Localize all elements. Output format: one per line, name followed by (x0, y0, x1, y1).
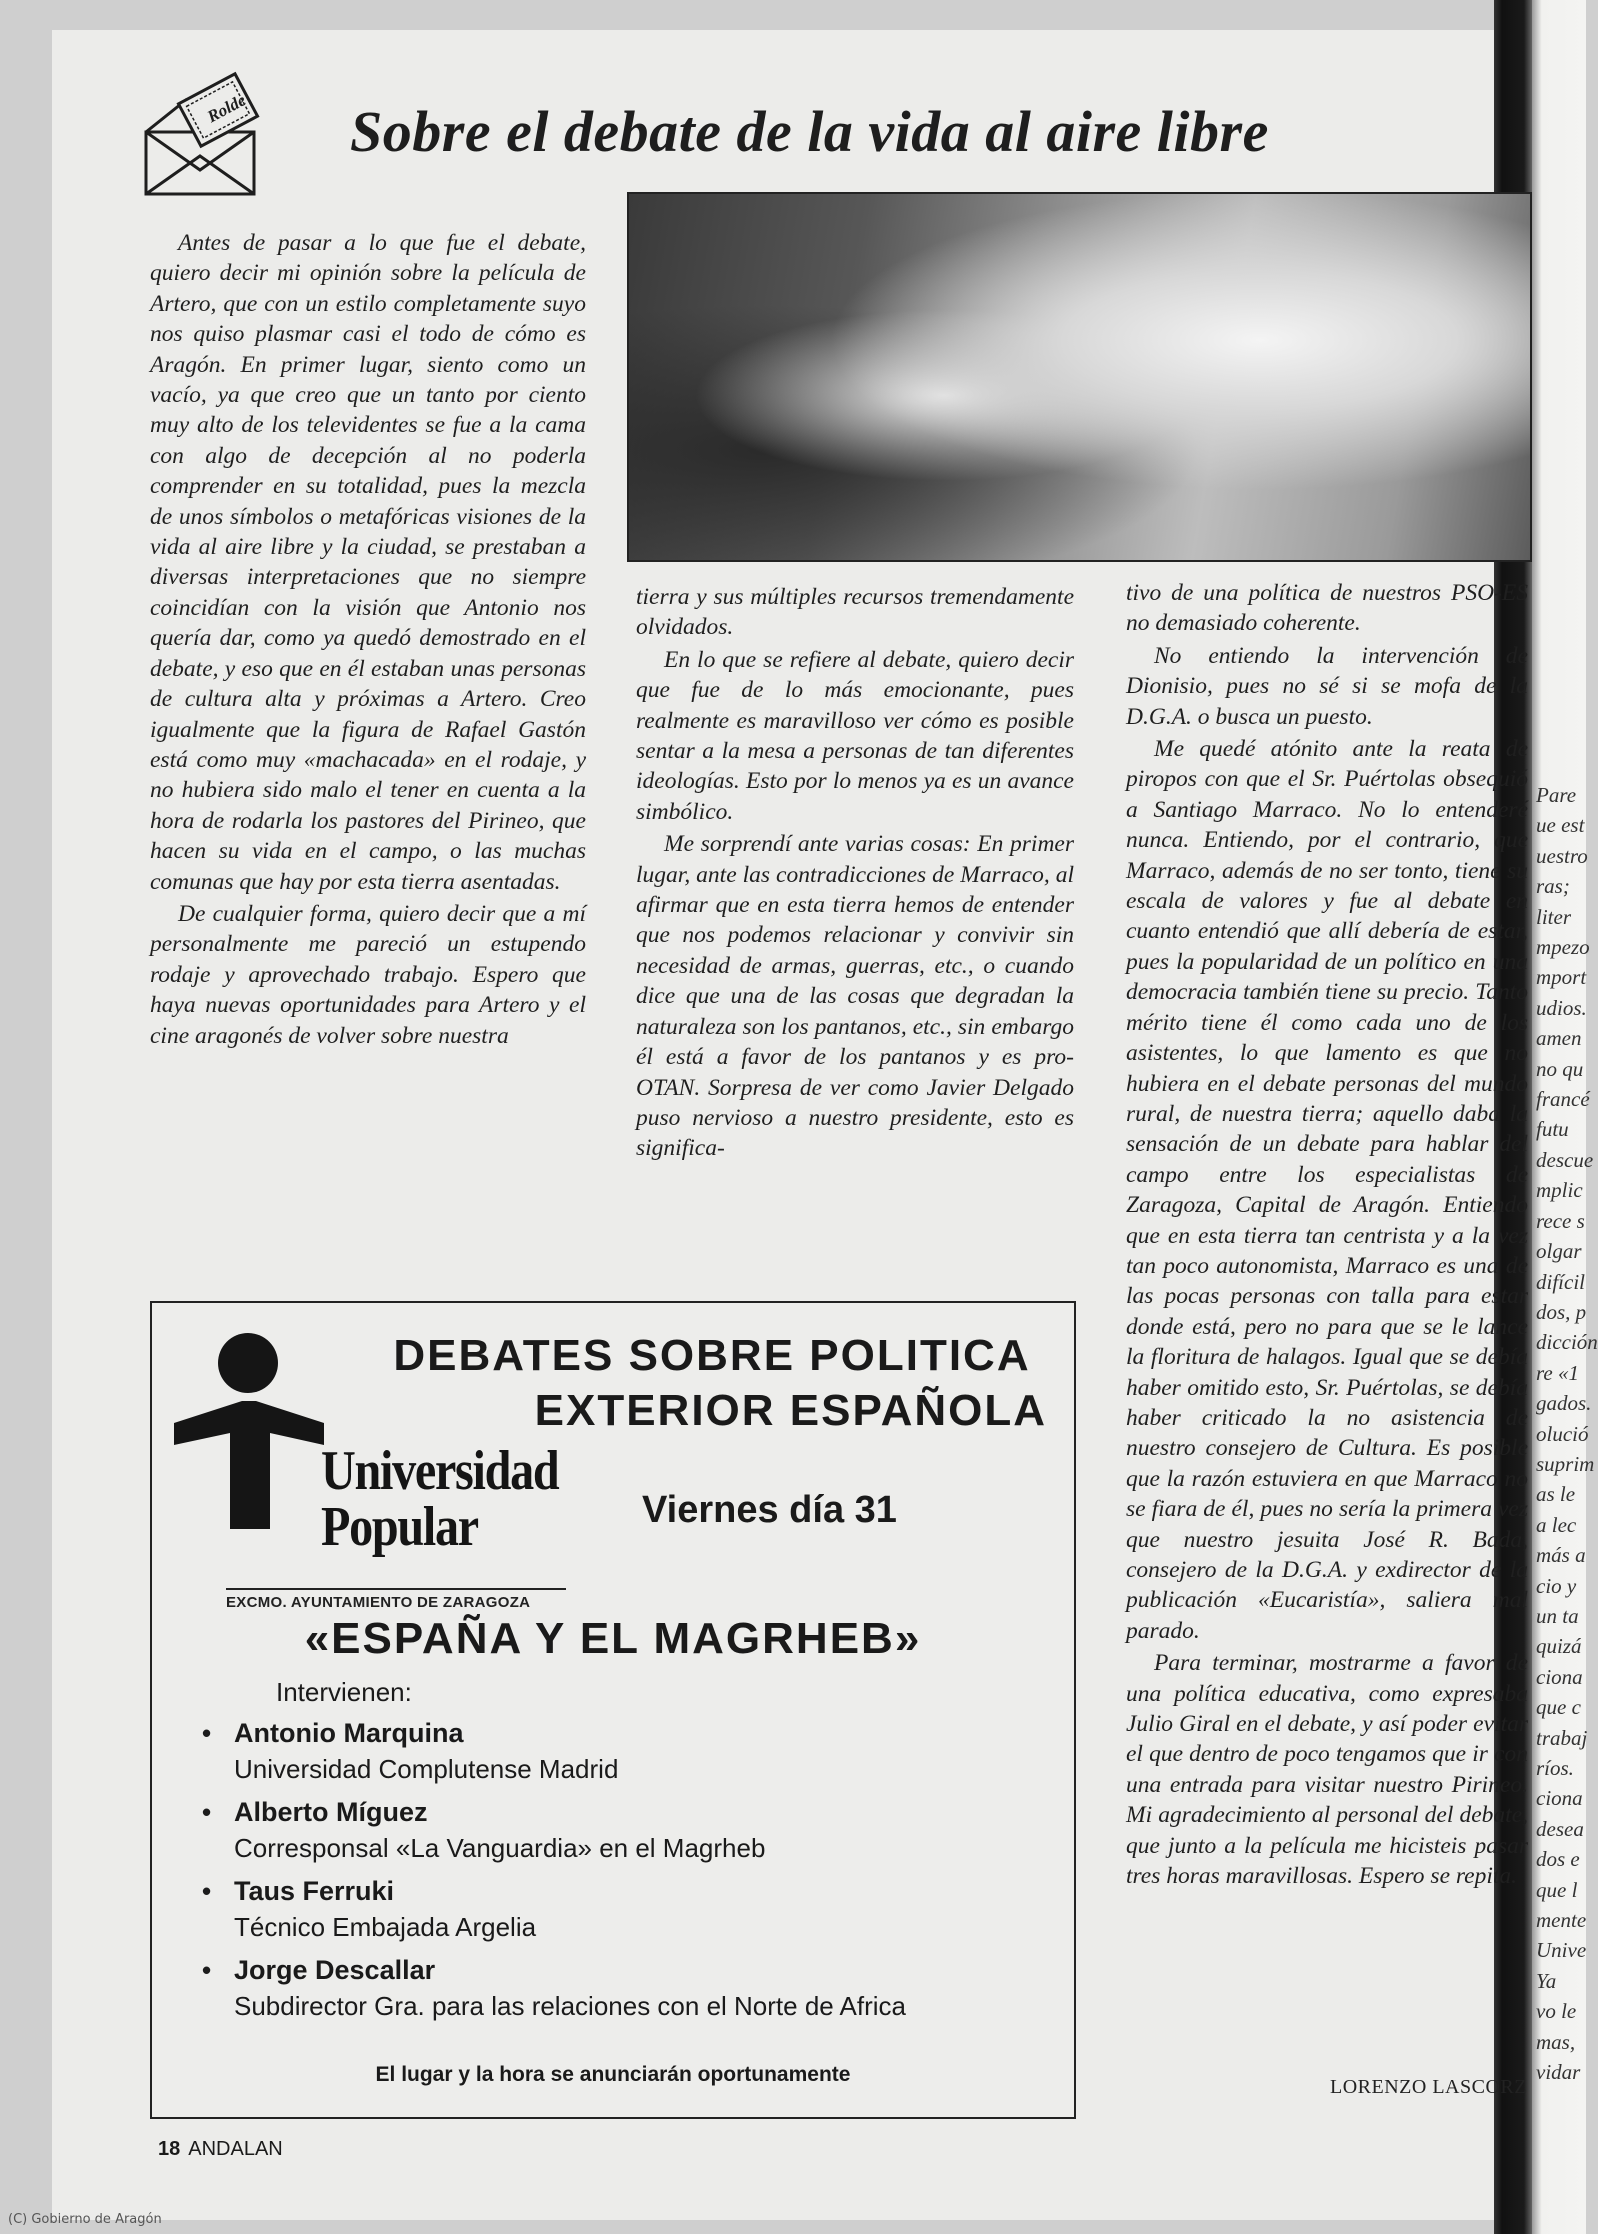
article-paragraph: No entiendo la intervención de Dionisio, pues no sé si se mofa de la D.G.A. o busca un puesto. (1126, 642, 1528, 730)
next-page-fragment: dicción (1536, 1330, 1598, 1355)
next-page-fragment: que l (1536, 1877, 1578, 1902)
next-page-fragment: Pare (1536, 783, 1577, 807)
waterfall-photo (627, 192, 1532, 562)
speaker-name: Antonio Marquina (234, 1718, 464, 1748)
next-page-fragment: ue est (1536, 813, 1585, 838)
speaker-role: Corresponsal «La Vanguardia» en el Magrheb (234, 1833, 766, 1863)
next-page-fragment: descue (1536, 1147, 1594, 1172)
next-page-fragment: olució (1536, 1421, 1589, 1446)
next-page-fragment: gados. (1536, 1391, 1592, 1416)
page-folio (158, 2138, 283, 2161)
article-paragraph: Para terminar, mostrarme a favor de una política educativa, como expresaba Julio Giral en el debate, y así poder evitar el que dentro de poco tengamos que ir con una entrada para visitar nuestro Pirineo. Mi agradecimiento al personal del debate, que junto a la película me hicisteis pasar tres horas maravillosas. Espero se repita. (1126, 1650, 1528, 1890)
next-page-fragment: desea (1536, 1816, 1584, 1841)
next-page-fragment: más a (1536, 1543, 1586, 1568)
article-paragraph: tierra y sus múltiples recursos tremendamente olvidados. (636, 584, 1074, 641)
speaker-name: Taus Ferruki (234, 1876, 395, 1906)
article-paragraph: En lo que se refiere al debate, quiero decir que fue de lo más emocionante, pues realmente es maravilloso ver cómo es posible sentar a la mesa a personas de tan diferentes ideologías. Esto por lo menos ya es un avance simbólico. (636, 646, 1074, 825)
bullet-icon: • (202, 1955, 212, 1985)
publication-name: ANDALAN (188, 2138, 283, 2160)
speaker-item (202, 1794, 1062, 1866)
bullet-icon: • (202, 1797, 212, 1827)
person-logo-icon (166, 1333, 326, 1533)
next-page-fragment: amen (1536, 1026, 1582, 1051)
ad-footer-note: El lugar y la hora se anunciarán oportunamente (375, 2063, 851, 2086)
advertisement-box (150, 1301, 1076, 2119)
speaker-role: Universidad Complutense Madrid (234, 1754, 619, 1784)
next-page-fragment: udios. (1536, 995, 1587, 1020)
next-page-fragment: futu (1536, 1117, 1569, 1142)
next-page-fragment: vidar (1536, 2060, 1581, 2085)
speakers-list (202, 1715, 1062, 2031)
next-page-fragment: ciona (1536, 1786, 1583, 1811)
article-paragraph: Me quedé atónito ante la reata de piropos con que el Sr. Puértolas obsequió a Santiago Marraco. No lo entenderé nunca. Entiendo, por el contrario, que Marraco, además de no ser tonto, tiene su escala de valores y fue al debate en cuanto entendió que allí debería de estar, pues la popularidad de un político en una democracia también tiene su precio. Tanto mérito tiene él como cada uno de los asistentes, lo que lamento es que no hubiera en el debate personas del mundo rural, de nuestra tierra; aquello daba la sensación de un debate para hablar del campo entre los especialistas de Zaragoza, Capital de Aragón. Entiendo que en esta tierra tan centrista y a la vez tan poco autonomista, Marraco es una de las pocas personas con talla para estar donde está, pero no para que se le lance la floritura de halagos. Igual que se debía haber omitido esto, Sr. Puértolas, se debía haber criticado la no asistencia de nuestro consejero de Cultura. Es posible que la razón estuviera en que Marraco no se fiara de él, pues no sería la primera vez que nuestro jesuita José R. Bada, consejero de la D.G.A. y exdirector de la publicación «Eucaristía», saliera mal parado. (1126, 736, 1528, 1644)
next-page-fragment: vo le (1536, 1999, 1577, 2024)
speaker-item (202, 1715, 1062, 1787)
next-page-fragment: ríos. (1536, 1756, 1574, 1780)
article-paragraph: Antes de pasar a lo que fue el debate, quiero decir mi opinión sobre la película de Artero, que con un estilo completamente suyo nos quiso plasmar casi el todo de cómo es Aragón. En primer lugar, siento como un vacío, ya que creo que un tanto por ciento muy alto de los televidentes se fue a la cama con algo de decepción al no poderla comprender en su totalidad, pues la mezcla de unos símbolos o metafóricas visiones de la vida al aire libre y la ciudad, se prestaban a diversas interpretaciones que no siempre coincidían con la visión que Antonio nos quería dar, como ya quedó demostrado en el debate, y eso que en él estaban unas personas de cultura alta y próximas a Artero. Creo igualmente que la figura de Rafael Gastón está como muy «machacada» en el rodaje, y no hubiera sido malo el tener en cuenta a la hora de rodarla los pastores del Pirineo, que hacen su vida en el campo, o las muchas comunas que hay por esta tierra asentadas. (150, 230, 586, 895)
next-page-fragment: re «1 (1536, 1360, 1579, 1385)
copyright-notice: (C) Gobierno de Aragón (8, 2212, 162, 2227)
next-page-fragment: mpezo (1536, 935, 1590, 960)
next-page-fragment: rece s (1536, 1208, 1585, 1233)
next-page-fragment: francé (1536, 1087, 1590, 1112)
page-number: 18 (158, 2138, 181, 2160)
next-page-fragment: suprim (1536, 1451, 1595, 1476)
speakers-label: Intervienen: (276, 1677, 412, 1707)
next-page-fragment: ras; (1536, 874, 1570, 899)
org-name-line-1: Universidad (321, 1440, 559, 1502)
next-page-text-fragments (1536, 780, 1598, 2087)
speaker-name: Jorge Descallar (234, 1955, 436, 1985)
article-column-2 (636, 582, 1074, 1164)
next-page-fragment: Ya (1536, 1968, 1557, 1993)
next-page-fragment: no qu (1536, 1056, 1584, 1081)
envelope-logo-icon (140, 70, 260, 200)
next-page-fragment: uestro (1536, 843, 1588, 868)
org-name-line-2: Popular (321, 1496, 478, 1558)
next-page-fragment: mente (1536, 1908, 1587, 1933)
speaker-name: Alberto Míguez (234, 1797, 428, 1827)
envelope-stamp-text: Rolde (204, 90, 249, 127)
next-page-fragment: ciona (1536, 1664, 1583, 1689)
article-column-1 (150, 228, 586, 1051)
article-paragraph: De cualquier forma, quiero decir que a mí personalmente me pareció un estupendo rodaje y aprovechado trabajo. Espero que haya nuevas oportunidades para Artero y el cine aragonés de volver sobre nuestra (150, 900, 586, 1049)
article-signature: LORENZO LASCORZ (1330, 2076, 1527, 2098)
next-page-fragment: trabaj (1536, 1725, 1588, 1750)
next-page-fragment: liter (1536, 904, 1571, 929)
next-page-fragment: Unive (1536, 1938, 1587, 1963)
next-page-fragment: mas, (1536, 2029, 1576, 2054)
next-page-fragment: quizá (1536, 1634, 1582, 1659)
next-page-fragment: dos e (1536, 1847, 1580, 1872)
universidad-popular-logo (166, 1333, 566, 1611)
next-page-fragment: que c (1536, 1695, 1581, 1720)
next-page-fragment: un ta (1536, 1603, 1579, 1628)
article-column-3 (1126, 578, 1528, 1891)
event-topic: «ESPAÑA Y EL MAGRHEB» (304, 1614, 922, 1663)
next-page-fragment: mport (1536, 965, 1587, 990)
next-page-fragment: dos, p (1536, 1299, 1587, 1324)
speaker-role: Técnico Embajada Argelia (234, 1912, 537, 1942)
next-page-fragment: mplic (1536, 1178, 1583, 1203)
next-page-fragment: cio y (1536, 1573, 1577, 1598)
article-paragraph: Me sorprendí ante varias cosas: En primer lugar, ante las contradicciones de Marraco, al afirmar que en esta tierra hemos de entender que nos podemos relacionar y convivir sin necesidad de armas, guerras, etc., o cuando dice que una de las cosas que degradan la naturaleza son los pantanos, etc., sin embargo él está a favor de los pantanos y es pro-OTAN. Sorpresa de ver como Javier Delgado puso nervioso a nuestro presidente, esto es significa- (636, 831, 1074, 1162)
speaker-role: Subdirector Gra. para las relaciones con el Norte de Africa (234, 1991, 907, 2021)
org-sub-caption: EXCMO. AYUNTAMIENTO DE ZARAGOZA (226, 1588, 566, 1611)
ad-heading-line-1: DEBATES SOBRE POLITICA (393, 1331, 1031, 1380)
next-page-fragment: as le (1536, 1482, 1576, 1507)
bullet-icon: • (202, 1718, 212, 1748)
bullet-icon: • (202, 1876, 212, 1906)
event-date: Viernes día 31 (642, 1489, 897, 1531)
article-paragraph: tivo de una política de nuestros PSO-ES no demasiado coherente. (1126, 580, 1528, 637)
article-title: Sobre el debate de la vida al aire libre (350, 99, 1269, 164)
ad-heading-line-2: EXTERIOR ESPAÑOLA (534, 1386, 1047, 1435)
next-page-fragment: a lec (1536, 1512, 1577, 1537)
speaker-item (202, 1952, 1062, 2024)
speaker-item (202, 1873, 1062, 1945)
next-page-fragment: olgar (1536, 1239, 1582, 1264)
next-page-fragment: difícil (1536, 1269, 1585, 1294)
